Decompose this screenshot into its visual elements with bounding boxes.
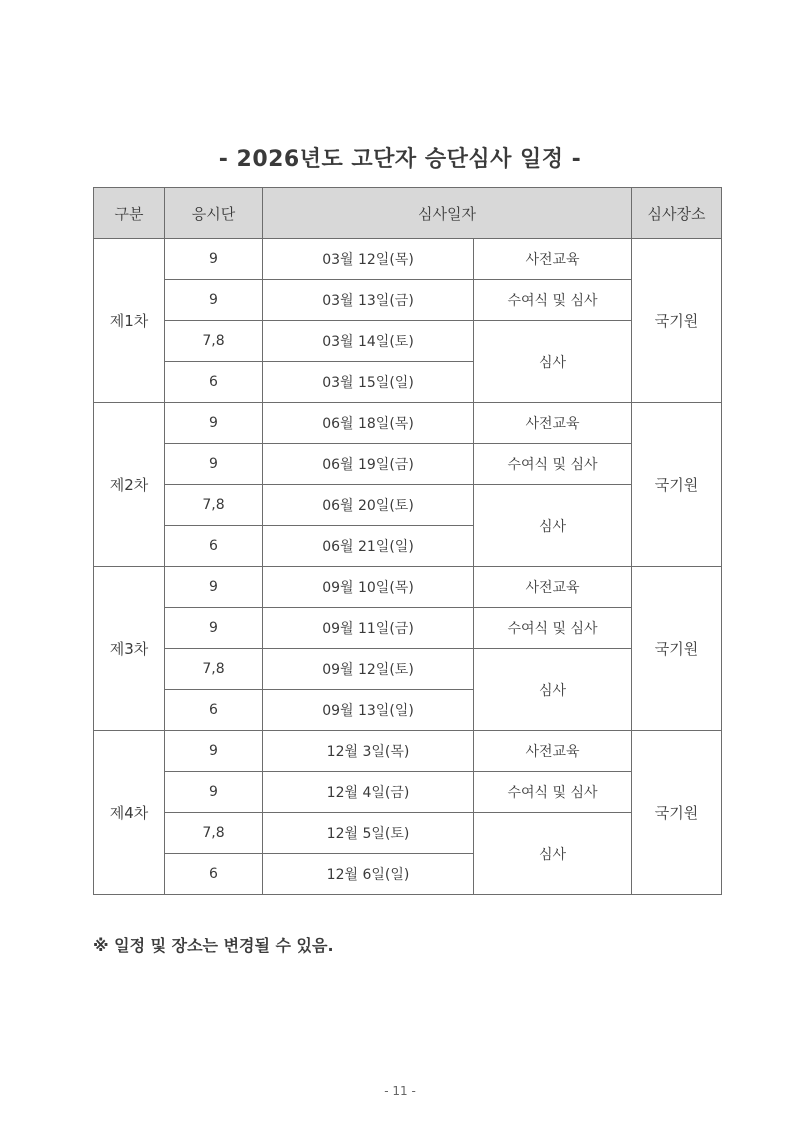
date-cell: 06월 18일(목) bbox=[263, 403, 474, 444]
header-venue: 심사장소 bbox=[632, 188, 722, 239]
dan-cell: 6 bbox=[165, 854, 263, 895]
table-row bbox=[94, 321, 722, 362]
date-cell: 03월 15일(일) bbox=[263, 362, 474, 403]
activity-cell: 수여식 및 심사 bbox=[474, 280, 632, 321]
table-row bbox=[94, 280, 722, 321]
page-number: - 11 - bbox=[384, 1084, 416, 1098]
activity-cell: 심사 bbox=[474, 485, 632, 567]
activity-cell: 심사 bbox=[474, 649, 632, 731]
table-row bbox=[94, 608, 722, 649]
dan-cell: 9 bbox=[165, 403, 263, 444]
header-category: 구분 bbox=[94, 188, 165, 239]
venue-cell: 국기원 bbox=[632, 567, 722, 731]
header-date: 심사일자 bbox=[263, 188, 632, 239]
dan-cell: 9 bbox=[165, 731, 263, 772]
activity-cell: 사전교육 bbox=[474, 239, 632, 280]
activity-cell: 수여식 및 심사 bbox=[474, 772, 632, 813]
date-cell: 03월 12일(목) bbox=[263, 239, 474, 280]
dan-cell: 9 bbox=[165, 280, 263, 321]
date-cell: 06월 21일(일) bbox=[263, 526, 474, 567]
schedule-table bbox=[93, 187, 722, 895]
round-label: 제2차 bbox=[94, 403, 165, 567]
dan-cell: 9 bbox=[165, 608, 263, 649]
activity-cell: 수여식 및 심사 bbox=[474, 444, 632, 485]
round-label: 제1차 bbox=[94, 239, 165, 403]
table-row bbox=[94, 567, 722, 608]
page-title: - 2026년도 고단자 승단심사 일정 - bbox=[218, 147, 582, 172]
date-cell: 09월 11일(금) bbox=[263, 608, 474, 649]
date-cell: 03월 14일(토) bbox=[263, 321, 474, 362]
dan-cell: 6 bbox=[165, 526, 263, 567]
dan-cell: 7,8 bbox=[165, 485, 263, 526]
table-row bbox=[94, 731, 722, 772]
table-row bbox=[94, 485, 722, 526]
date-cell: 12월 6일(일) bbox=[263, 854, 474, 895]
header-row bbox=[94, 188, 722, 239]
date-cell: 12월 3일(목) bbox=[263, 731, 474, 772]
date-cell: 12월 5일(토) bbox=[263, 813, 474, 854]
venue-cell: 국기원 bbox=[632, 731, 722, 895]
activity-cell: 사전교육 bbox=[474, 403, 632, 444]
dan-cell: 7,8 bbox=[165, 649, 263, 690]
activity-cell: 심사 bbox=[474, 813, 632, 895]
table-row bbox=[94, 772, 722, 813]
table-row bbox=[94, 444, 722, 485]
date-cell: 03월 13일(금) bbox=[263, 280, 474, 321]
round-label: 제3차 bbox=[94, 567, 165, 731]
date-cell: 06월 20일(토) bbox=[263, 485, 474, 526]
activity-cell: 사전교육 bbox=[474, 567, 632, 608]
venue-cell: 국기원 bbox=[632, 239, 722, 403]
date-cell: 09월 13일(일) bbox=[263, 690, 474, 731]
dan-cell: 9 bbox=[165, 567, 263, 608]
date-cell: 09월 12일(토) bbox=[263, 649, 474, 690]
table-row bbox=[94, 813, 722, 854]
activity-cell: 사전교육 bbox=[474, 731, 632, 772]
date-cell: 06월 19일(금) bbox=[263, 444, 474, 485]
table-row bbox=[94, 239, 722, 280]
date-cell: 12월 4일(금) bbox=[263, 772, 474, 813]
table-row bbox=[94, 403, 722, 444]
dan-cell: 9 bbox=[165, 239, 263, 280]
dan-cell: 6 bbox=[165, 690, 263, 731]
dan-cell: 7,8 bbox=[165, 321, 263, 362]
dan-cell: 6 bbox=[165, 362, 263, 403]
round-label: 제4차 bbox=[94, 731, 165, 895]
dan-cell: 9 bbox=[165, 772, 263, 813]
schedule-note: ※ 일정 및 장소는 변경될 수 있음. bbox=[93, 936, 334, 955]
header-dan: 응시단 bbox=[165, 188, 263, 239]
date-cell: 09월 10일(목) bbox=[263, 567, 474, 608]
activity-cell: 수여식 및 심사 bbox=[474, 608, 632, 649]
dan-cell: 9 bbox=[165, 444, 263, 485]
venue-cell: 국기원 bbox=[632, 403, 722, 567]
activity-cell: 심사 bbox=[474, 321, 632, 403]
dan-cell: 7,8 bbox=[165, 813, 263, 854]
table-row bbox=[94, 649, 722, 690]
